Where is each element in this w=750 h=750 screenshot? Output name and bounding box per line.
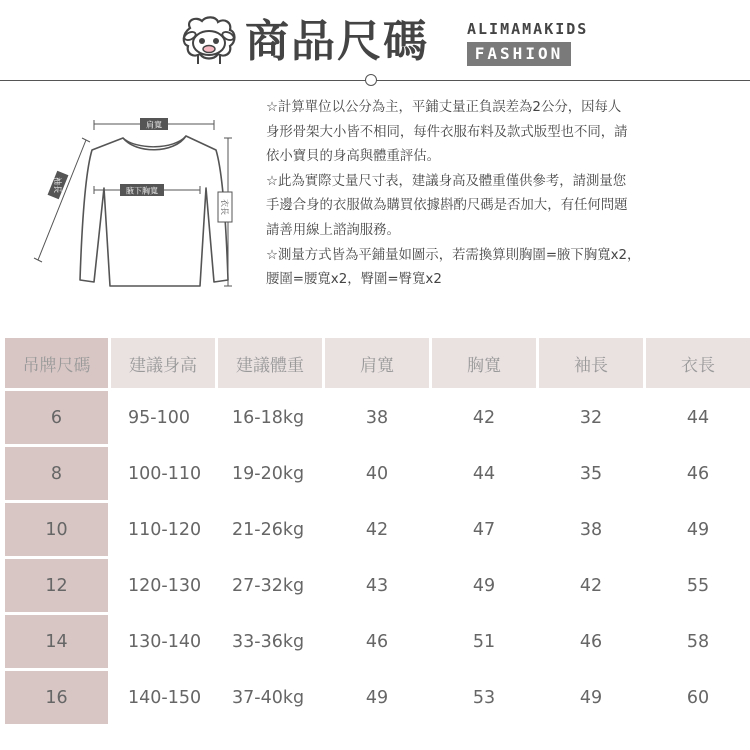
cell-size: 14 (5, 615, 108, 668)
cell-height: 100-110 (128, 463, 202, 484)
cell-size: 6 (5, 391, 108, 444)
cell-height: 95-100 (128, 407, 190, 428)
cell-size: 12 (5, 559, 108, 612)
table-row (5, 671, 750, 724)
brand-name: ALIMAMAKIDS (467, 20, 589, 38)
cell-length: 60 (686, 687, 710, 708)
cell-size: 16 (5, 671, 108, 724)
header-height: 建議身高 (111, 338, 215, 388)
size-table (2, 335, 750, 727)
cell-weight: 16-18kg (232, 407, 305, 428)
cell-shoulder: 42 (365, 519, 389, 540)
header-chest: 胸寬 (432, 338, 536, 388)
page-title: 商品尺碼 (245, 16, 429, 67)
note-line: 身形骨架大小皆不相同，每件衣服布料及款式版型也不同，請 (266, 124, 628, 140)
cell-shoulder: 40 (365, 463, 389, 484)
table-row (5, 391, 750, 444)
header-weight: 建議體重 (218, 338, 322, 388)
cell-chest: 42 (472, 407, 496, 428)
cell-length: 46 (686, 463, 710, 484)
measurement-diagram (28, 110, 250, 310)
cell-weight: 27-32kg (232, 575, 305, 596)
table-header-row (5, 338, 750, 388)
shoulder-label: 肩寬 (146, 120, 162, 130)
cell-length: 55 (686, 575, 710, 596)
cell-sleeve: 49 (579, 687, 603, 708)
note-line: 請善用線上諮詢服務。 (266, 222, 400, 238)
cell-height: 140-150 (128, 687, 202, 708)
notes (266, 96, 736, 293)
cell-height: 130-140 (128, 631, 202, 652)
cell-shoulder: 38 (365, 407, 389, 428)
cell-length: 49 (686, 519, 710, 540)
sleeve-label: 袖長 (53, 177, 62, 193)
cell-size: 10 (5, 503, 108, 556)
cell-weight: 19-20kg (232, 463, 305, 484)
header-length: 衣長 (646, 338, 750, 388)
length-label: 衣長 (220, 199, 229, 215)
cell-sleeve: 38 (579, 519, 603, 540)
table-row (5, 559, 750, 612)
note-line: ☆測量方式皆為平鋪量如圖示，若需換算則胸圍=腋下胸寬x2， (266, 247, 641, 263)
cell-chest: 47 (472, 519, 496, 540)
note-line: 腰圍=腰寬x2，臀圍=臀寬x2 (266, 272, 442, 288)
cell-chest: 53 (472, 687, 496, 708)
header-sleeve: 袖長 (539, 338, 643, 388)
cell-sleeve: 42 (579, 575, 603, 596)
table-row (5, 615, 750, 668)
cell-size: 8 (5, 447, 108, 500)
shirt-outline (80, 136, 228, 286)
cell-chest: 51 (472, 631, 496, 652)
note-line: ☆計算單位以公分為主，平鋪丈量正負誤差為2公分，因每人 (266, 100, 622, 115)
cell-weight: 37-40kg (232, 687, 305, 708)
note-line: 手邊合身的衣服做為購買依據斟酌尺碼是否加大，有任何問題 (266, 198, 628, 214)
cell-height: 110-120 (128, 519, 202, 540)
divider-circle (365, 74, 377, 86)
cell-height: 120-130 (128, 575, 202, 596)
cell-sleeve: 35 (579, 463, 603, 484)
cell-length: 44 (686, 407, 710, 428)
cell-weight: 21-26kg (232, 519, 305, 540)
cell-sleeve: 46 (579, 631, 603, 652)
cell-shoulder: 49 (365, 687, 389, 708)
cell-sleeve: 32 (579, 407, 603, 428)
header-tag-size: 吊牌尺碼 (5, 338, 108, 388)
table-row (5, 503, 750, 556)
header (0, 0, 750, 90)
chest-label: 腋下胸寬 (126, 186, 158, 196)
note-line: ☆此為實際丈量尺寸表，建議身高及體重僅供參考，請測量您 (266, 173, 627, 189)
cell-shoulder: 46 (365, 631, 389, 652)
brand-tagline: FASHION (467, 42, 571, 66)
sheep-logo-icon (176, 16, 240, 68)
cell-length: 58 (686, 631, 710, 652)
cell-weight: 33-36kg (232, 631, 305, 652)
cell-chest: 44 (472, 463, 496, 484)
cell-shoulder: 43 (365, 575, 389, 596)
table-row (5, 447, 750, 500)
header-shoulder: 肩寬 (325, 338, 429, 388)
note-line: 依小寶貝的身高與體重評估。 (266, 149, 441, 165)
cell-chest: 49 (472, 575, 496, 596)
